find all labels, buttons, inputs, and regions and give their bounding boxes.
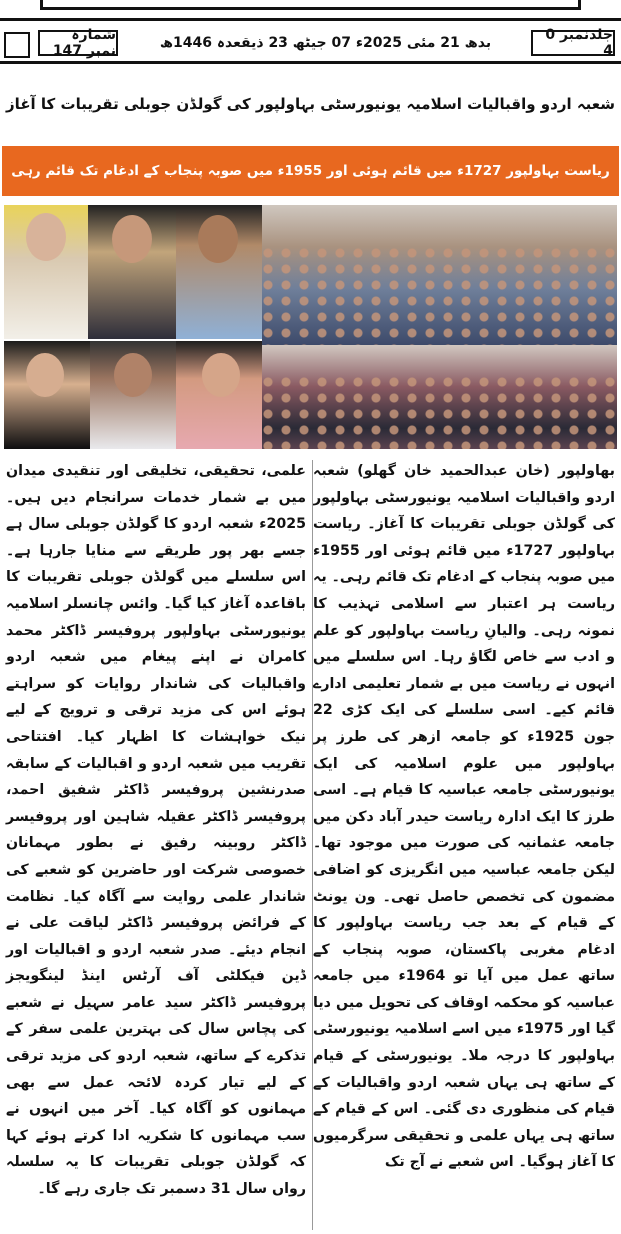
- dateline-bar: [0, 16, 621, 59]
- article-headline: شعبہ اردو واقبالیات اسلامیہ یونیورسٹی بہاولپور کی گولڈن جوبلی تقریبات کا آغاز: [6, 95, 615, 113]
- article-column-left: علمی، تحقیقی، تخلیقی اور تنقیدی میدان میں بے شمار خدمات سرانجام دیں ہیں۔ 2025ء شعبہ اردو کا گولڈن جوبلی سال ہے جسے بھر پور طریقے سے منایا جارہا ہے۔ اس سلسلے میں گولڈن جوبلی تقریبات کا باقاعدہ آغاز کیا گیا۔ وائس چانسلر اسلامیہ یونیورسٹی بہاولپور پروفیسر ڈاکٹر محمد کامران نے اپنے پیغام میں شعبہ اردو واقبالیات کی شاندار روایات کو سراہتے ہوئے اس کی مزید ترقی و ترویج کے لیے نیک خواہشات کا اظہار کیا۔ افتتاحی تقریب میں شعبہ اردو و اقبالیات کے سابقہ صدرنشین پروفیسر ڈاکٹر شفیق احمد، پروفیسر ڈاکٹر عقیلہ شاہین اور پروفیسر ڈاکٹر روبینہ رفیق نے بطور مہمانان خصوصی شرکت اور حاضرین کو شعبے کی شاندار علمی روایت سے آگاہ کیا۔ نظامت کے فرائض پروفیسر ڈاکٹر لیاقت علی نے انجام دیئے۔ صدر شعبہ اردو و اقبالیات اور ڈین فیکلٹی آف آرٹس اینڈ لینگویجز پروفیسر ڈاکٹر سید عامر سہیل نے شعبے کی پچاس سال کی بہترین علمی سفر کے تذکرے کے ساتھ، شعبہ اردو کی مزید ترقی کے لیے تیار کردہ لائحہ عمل سے بھی مہمانوں کو آگاہ کیا۔ آخر میں انہوں نے سب مہمانوں کا شکریہ ادا کرتے ہوئے کہا کہ گولڈن جوبلی تقریبات کا یہ سلسلہ رواں سال 31 دسمبر تک جاری رہے گا۔: [6, 463, 306, 1198]
- speaker-photo-1: [4, 205, 88, 339]
- column-divider: [312, 460, 313, 1230]
- speaker-photo-5: [90, 341, 176, 449]
- issue-number: شمارہ نمبر 147: [38, 30, 118, 56]
- article-column-right: بھاولپور (خان عبدالحمید خان گھلو) شعبہ اردو واقبالیات اسلامیہ یونیورسٹی بہاولپور کی گولڈن جوبلی تقریبات کا آغاز۔ ریاست بہاولپور 1727ء میں قائم ہوئی اور 1955ء میں صوبہ پنجاب کے ادغام تک قائم رہی۔ یہ ریاست ہر اعتبار سے اسلامی تہذیب کا نمونہ رہی۔ والیانِ ریاست بہاولپور کو علم و ادب سے خاص لگاؤ رہا۔ اس سلسلے میں انہوں نے ریاست میں بے شمار تعلیمی ادارے قائم کیے۔ اسی سلسلے کی ایک کڑی 22 جون 1925ء کو جامعہ ازھر کی طرز پر بہاولپور میں علوم اسلامیہ کی ایک یونیورسٹی جامعہ عباسیہ کا قیام ہے۔ اسی طرز کا ایک ادارہ ریاست حیدر آباد دکن میں جامعہ عثمانیہ کی صورت میں موجود تھا۔ لیکن جامعہ عباسیہ میں انگریزی کو اضافی مضمون کی تخصص حاصل تھی۔ ون یونٹ کے قیام کے بعد جب ریاست بہاولپور کا ادغام مغربی پاکستان، صوبہ پنجاب کے ساتھ عمل میں آیا تو 1964ء میں جامعہ عباسیہ کو محکمہ اوقاف کی تحویل میں دیا گیا اور 1975ء میں اسے اسلامیہ یونیورسٹی بہاولپور کا درجہ ملا۔ یونیورسٹی کے قیام کے ساتھ ہی یہاں شعبہ اردو واقبالیات کے قیام کی منظوری دی گئی۔ اس کے قیام کے ساتھ ہی یہاں علمی و تحقیقی سرگرمیوں کا آغاز ہوگیا۔ اس شعبے نے آج تک: [313, 463, 615, 1171]
- audience-photo-1: [262, 205, 617, 345]
- speaker-photo-6: [176, 341, 262, 449]
- volume-number: جلدنمبر 0 4: [531, 30, 615, 56]
- speaker-photo-2: [88, 205, 176, 339]
- speaker-photo-3: [176, 205, 262, 339]
- corner-mark: [4, 32, 30, 58]
- masthead-strip: [0, 0, 621, 10]
- publication-date: بدھ 21 مئی 2025ء 07 جیٹھ 23 ذیقعدہ 1446ھ: [159, 35, 492, 51]
- audience-photo-2: [262, 345, 617, 449]
- speaker-photo-4: [4, 341, 90, 449]
- article-subheadline: ریاست بہاولپور 1727ء میں قائم ہوئی اور 1955ء میں صوبہ پنجاب کے ادغام تک قائم رہی: [2, 146, 619, 196]
